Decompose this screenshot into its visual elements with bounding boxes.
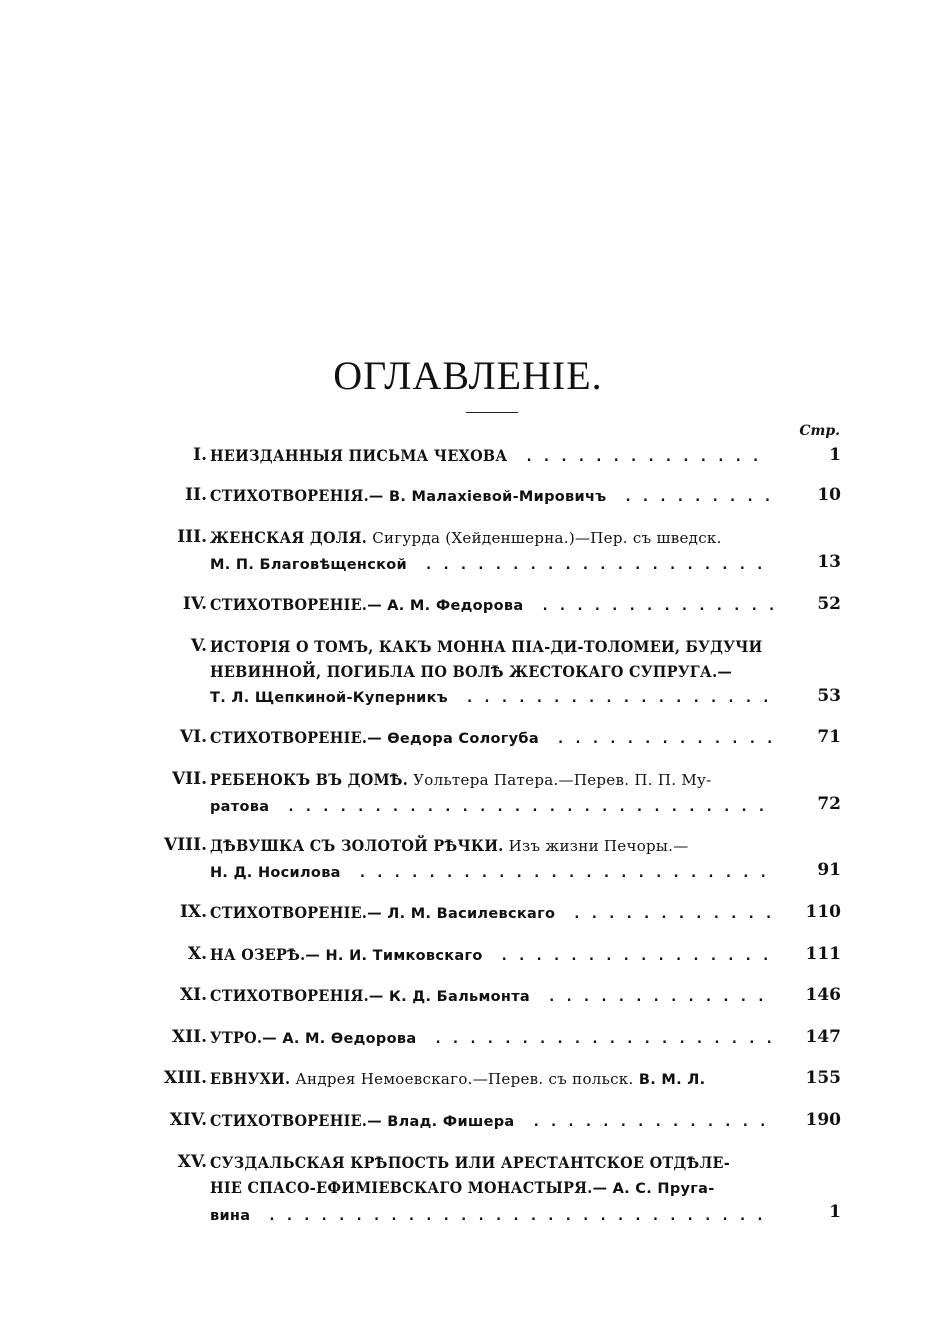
dot-leader: .............: [538, 731, 783, 747]
entry-body: [210, 1066, 785, 1093]
entry-body: [210, 1025, 785, 1052]
entry-body: [210, 634, 785, 711]
entry-title: СТИХОТВОРЕНIЯ.—: [210, 986, 384, 1005]
dot-leader: ..............: [514, 1114, 776, 1130]
page-number: 10: [817, 485, 841, 505]
page-number: 52: [817, 594, 841, 614]
page-number: 147: [805, 1027, 841, 1047]
entry-line: [210, 551, 785, 578]
entry-line: [210, 1150, 785, 1175]
entry-number: IV.: [182, 594, 207, 614]
entry-line: [210, 859, 785, 886]
entry-title: СТИХОТВОРЕНIЕ.—: [210, 595, 382, 614]
entry-line: [210, 767, 785, 793]
entry-title: РЕБЕНОКЪ ВЪ ДОМѢ.: [210, 770, 409, 789]
entry-body: [210, 443, 785, 470]
entry-line: [210, 1175, 785, 1202]
entry-author: Н. Д. Носилова: [210, 865, 341, 881]
entry-line: [210, 833, 785, 859]
entry-title: СУЗДАЛЬСКАЯ КРѢПОСТЬ ИЛИ АРЕСТАНТСКОЕ ОТДѢЛЕ-: [210, 1153, 731, 1172]
entry-author: А. М. Өедорова: [276, 1031, 417, 1047]
entry-line: [210, 1202, 785, 1229]
page-number: 53: [817, 686, 841, 706]
dot-leader: ..............: [507, 449, 769, 465]
entry-author: ратова: [210, 799, 270, 815]
entry-number: II.: [185, 485, 207, 505]
dot-leader: ....................: [406, 557, 773, 573]
dot-leader: .............................: [250, 1208, 774, 1224]
entry-line: [210, 684, 785, 711]
entry-body: [210, 525, 785, 578]
entry-line: [210, 483, 785, 510]
entry-number: V.: [190, 636, 207, 656]
entry-body: [210, 592, 785, 619]
entry-body: [210, 833, 785, 886]
entry-title: СТИХОТВОРЕНIЕ.—: [210, 903, 382, 922]
entry-author: Л. М. Василевскаго: [381, 906, 556, 922]
entry-body: [210, 767, 785, 820]
entry-number: VI.: [179, 727, 207, 747]
entry-line: [210, 1108, 785, 1135]
entry-number: IX.: [179, 902, 207, 922]
entry-number: VII.: [171, 769, 207, 789]
entry-author: В. М. Л.: [633, 1072, 706, 1088]
entry-number: XI.: [179, 985, 207, 1005]
dot-leader: ................: [482, 948, 779, 964]
entry-subtitle: Андрея Немоевскаго.—Перев. съ польск.: [290, 1070, 634, 1088]
dot-leader: .........: [606, 489, 781, 505]
entry-body: [210, 942, 785, 969]
entry-subtitle: Изъ жизни Печоры.—: [503, 837, 689, 855]
entry-line: [210, 525, 785, 551]
page-title: ОГЛАВЛЕНIЕ.: [333, 353, 603, 398]
entry-body: [210, 1150, 785, 1229]
entry-title: ИСТОРIЯ О ТОМЪ, КАКЪ МОННА ПIА-ДИ-ТОЛОМЕИ, БУДУЧИ: [210, 637, 763, 656]
entry-number: XV.: [177, 1152, 207, 1172]
entry-line: [210, 1066, 785, 1093]
page-number: 155: [805, 1068, 841, 1088]
page-number: 1: [829, 445, 841, 465]
entry-author: вина: [210, 1208, 251, 1224]
dot-leader: ....................: [416, 1031, 783, 1047]
entry-author: А. М. Федорова: [381, 598, 524, 614]
entry-line: [210, 634, 785, 659]
entry-body: [210, 483, 785, 510]
page-number: 72: [817, 794, 841, 814]
entry-number: I.: [193, 445, 207, 465]
page-number: 91: [817, 860, 841, 880]
entry-line: [210, 900, 785, 927]
entry-author: А. С. Пруга-: [607, 1181, 715, 1197]
entry-line: [210, 725, 785, 752]
dot-leader: .............: [530, 989, 775, 1005]
entry-line: [210, 1025, 785, 1052]
page-number: 71: [817, 727, 841, 747]
entry-title: УТРО.—: [210, 1028, 277, 1047]
page-number: 190: [805, 1110, 841, 1130]
entry-author: Т. Л. Щепкиной-Куперникъ: [210, 690, 448, 706]
entry-title: НА ОЗЕРѢ.—: [210, 945, 321, 964]
entry-number: XIV.: [169, 1110, 207, 1130]
dot-leader: ............: [555, 906, 782, 922]
entry-title: СТИХОТВОРЕНIЕ.—: [210, 728, 382, 747]
page-number: 146: [805, 985, 841, 1005]
entry-title: СТИХОТВОРЕНIЕ.—: [210, 1111, 382, 1130]
entry-author: Н. И. Тимковскаго: [320, 948, 483, 964]
dot-leader: ............................: [269, 799, 775, 815]
entry-title: СТИХОТВОРЕНIЯ.—: [210, 486, 384, 505]
entry-title: НЕИЗДАННЫЯ ПИСЬМА ЧЕХОВА: [210, 446, 508, 465]
dot-leader: ........................: [340, 865, 777, 881]
entry-line: [210, 983, 785, 1010]
entry-title: ЖЕНСКАЯ ДОЛЯ.: [210, 528, 368, 547]
entry-line: [210, 443, 785, 470]
entry-number: XIII.: [164, 1068, 207, 1088]
page-column-header: Стр.: [799, 423, 840, 439]
entry-number: XII.: [171, 1027, 207, 1047]
entry-author: М. П. Благовѣщенской: [210, 557, 407, 573]
entry-body: [210, 725, 785, 752]
entry-line: [210, 942, 785, 969]
entry-subtitle: Уольтера Патера.—Перев. П. П. Му-: [408, 771, 712, 789]
entry-number: VIII.: [164, 835, 207, 855]
dot-leader: ..................: [447, 690, 780, 706]
page-number: 110: [805, 902, 841, 922]
dot-leader: ..............: [523, 598, 785, 614]
page-number: 111: [805, 944, 841, 964]
entry-author: Өедора Сологуба: [381, 731, 539, 747]
entry-body: [210, 1108, 785, 1135]
entry-author: Влад. Фишера: [381, 1114, 515, 1130]
entry-author: В. Малахiевой-Мировичъ: [383, 489, 607, 505]
entry-number: III.: [177, 527, 207, 547]
page-number: 1: [829, 1202, 841, 1222]
page-number: 13: [817, 552, 841, 572]
entry-body: [210, 983, 785, 1010]
entry-author: К. Д. Бальмонта: [383, 989, 531, 1005]
title-rule: [466, 412, 518, 413]
entry-body: [210, 900, 785, 927]
entry-title: НIЕ СПАСО-ЕФИМIЕВСКАГО МОНАСТЫРЯ.—: [210, 1178, 608, 1197]
entry-line: [210, 592, 785, 619]
entry-title: ДѢВУШКА СЪ ЗОЛОТОЙ РѢЧКИ.: [210, 836, 504, 855]
entry-line: [210, 659, 785, 684]
entry-title: НЕВИННОЙ, ПОГИБЛА ПО ВОЛѢ ЖЕСТОКАГО СУПРУГА.—: [210, 662, 733, 681]
entry-line: [210, 793, 785, 820]
entry-subtitle: Сигурда (Хейденшерна.)—Пер. съ шведск.: [367, 529, 722, 547]
entry-title: ЕВНУХИ.: [210, 1069, 291, 1088]
entry-number: X.: [187, 944, 207, 964]
